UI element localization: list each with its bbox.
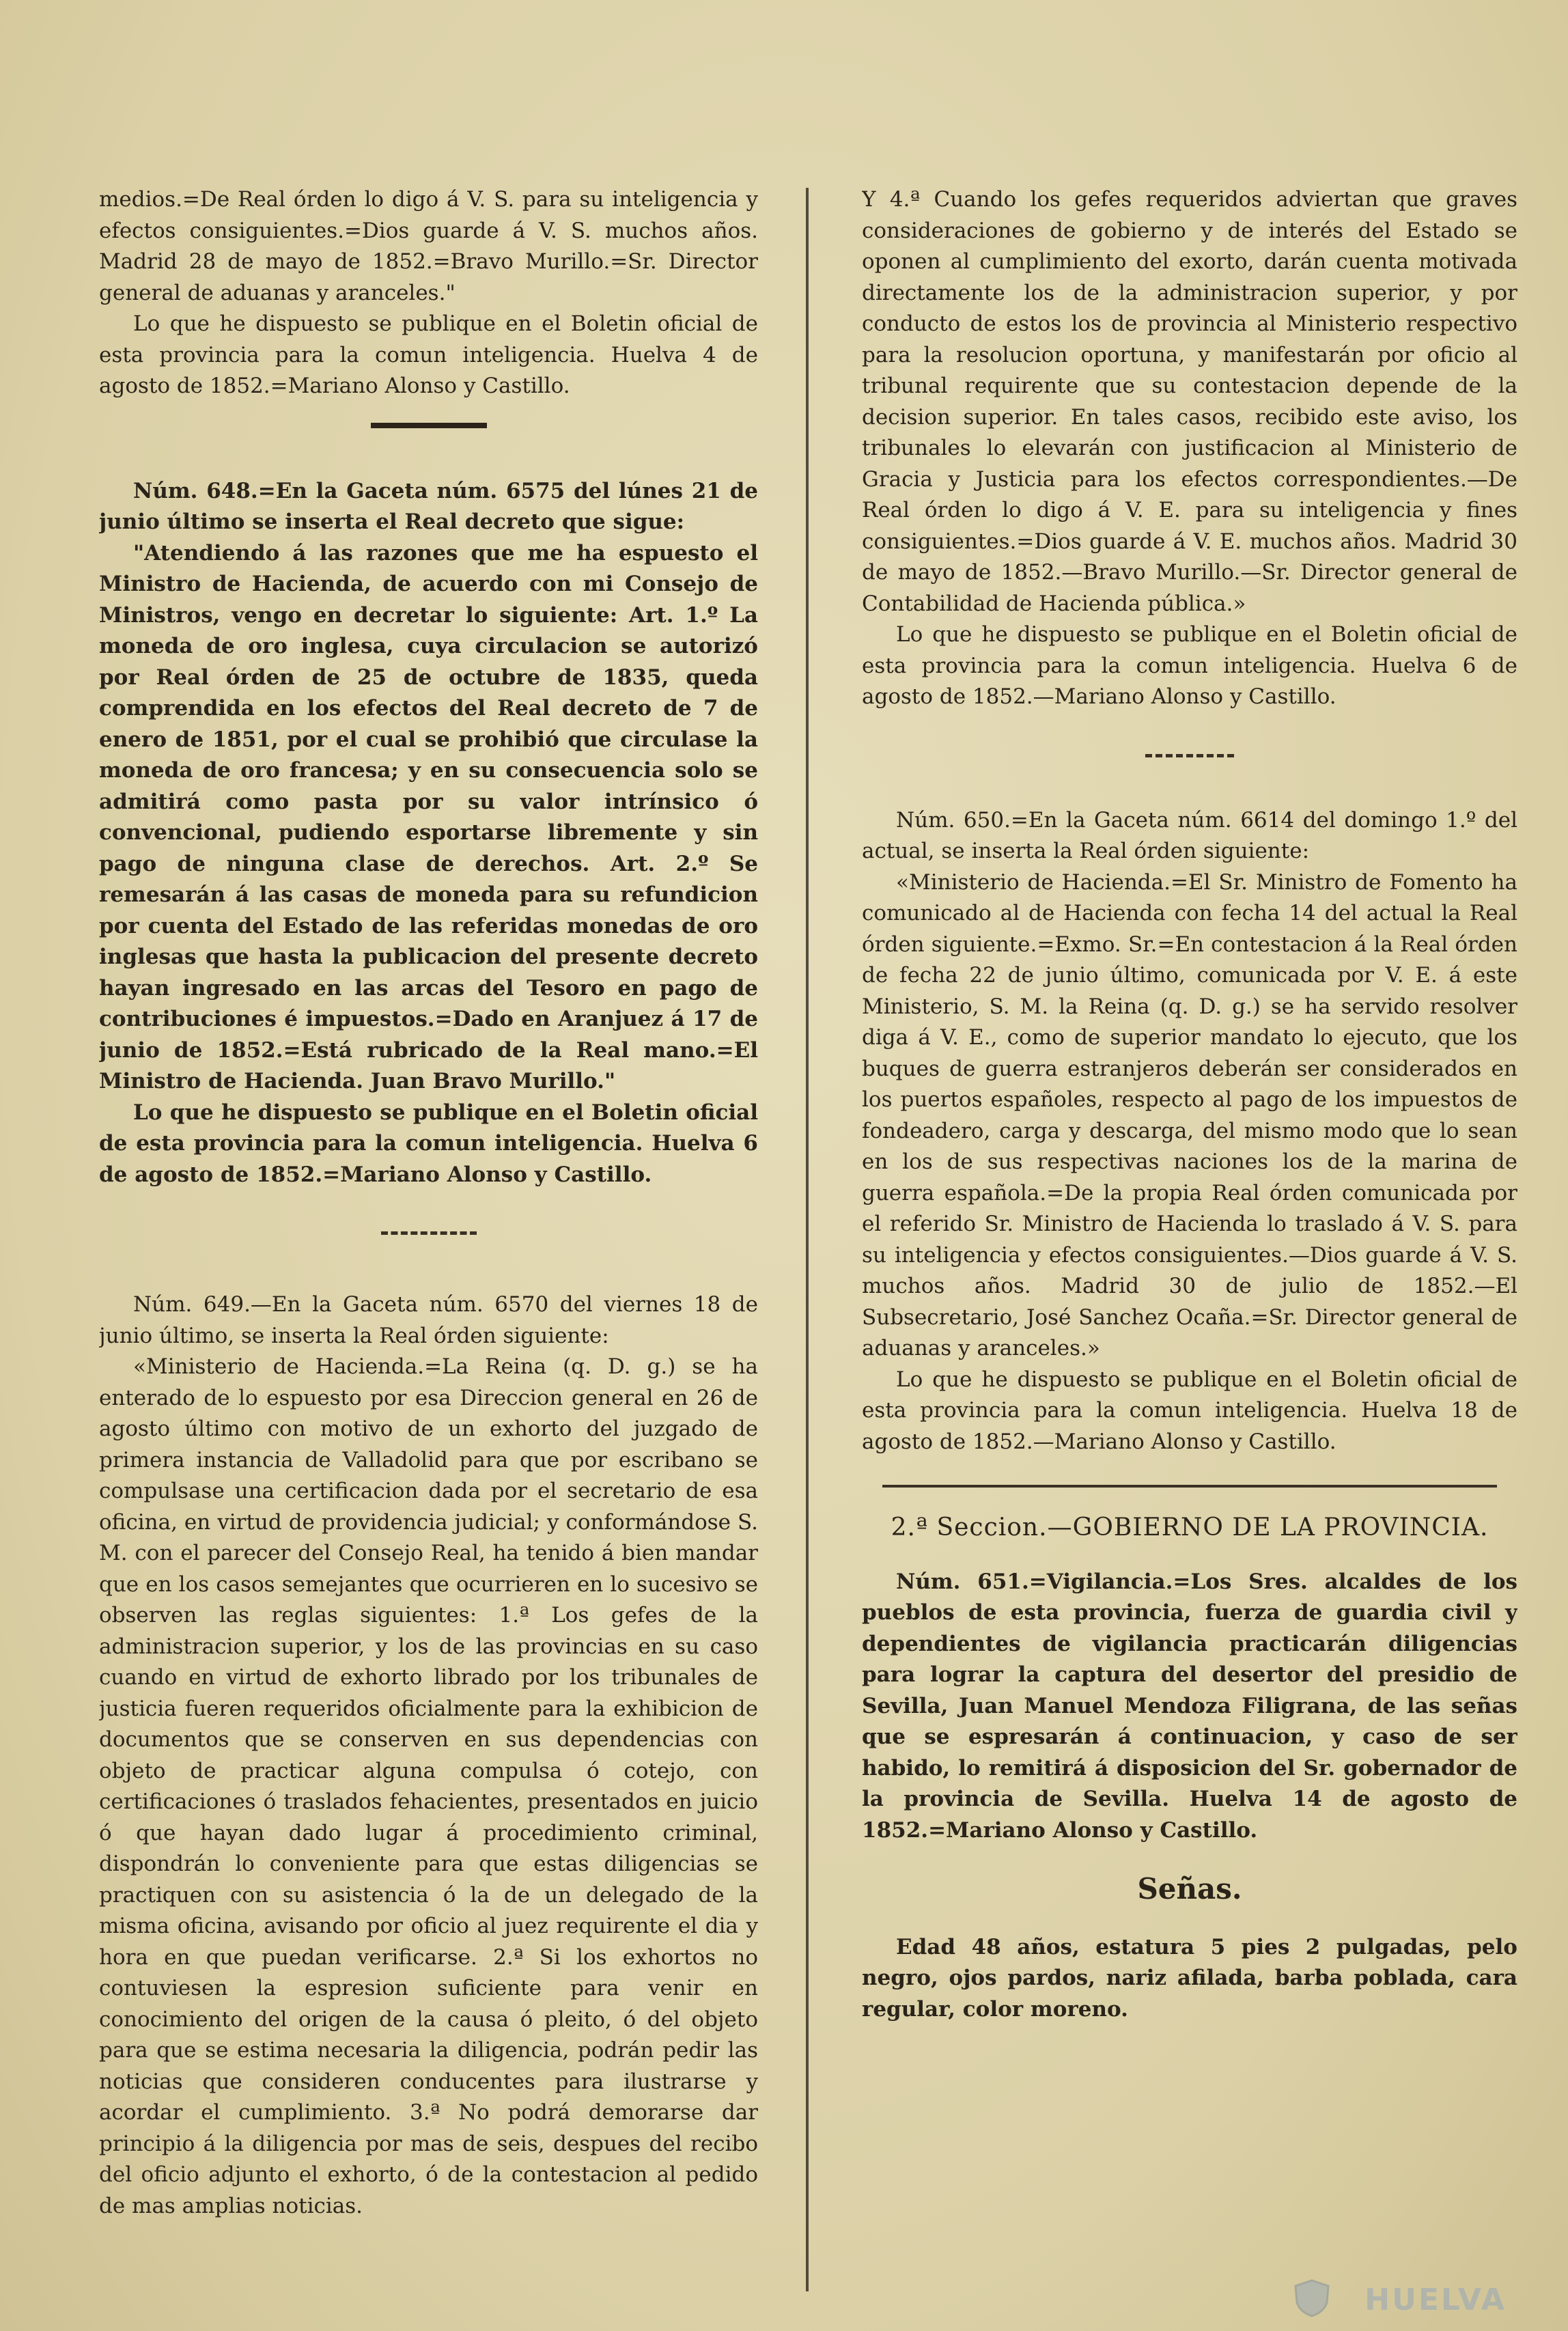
article-650-order: «Ministerio de Hacienda.=El Sr. Ministro de Fomento ha comunicado al de Hacienda con fecha 14 del actual la Real órden siguiente.=Exmo. Sr.=En contestacion á la Real órden de fecha 22 de junio último, comunicada por V. E. á este Ministerio, S. M. la Reina (q. D. g.) se ha servido resolver diga á V. E., como de superior mandato lo ejecuto, que los buques de guerra estranjeros deberán ser considerados en los puertos españoles, respecto al pago de los impuestos de fondeadero, carga y descarga, del mismo modo que lo sean en los de sus respectivas naciones los de la marina de guerra española.=De la propia Real órden comunicada por el referido Sr. Ministro de Hacienda lo traslado á V. S. para su inteligencia y efectos consiguientes.—Dios guarde á V. S. muchos años. Madrid 30 de julio de 1852.—El Subsecretario, José Sanchez Ocaña.=Sr. Director general de aduanas y aranceles.» xyxy=(862,869,1517,1360)
publication-note-649: Lo que he dispuesto se publique en el Boletin oficial de esta provincia para la comun inteligencia. Huelva 6 de agosto de 1852.—Mariano Alonso y Castillo. xyxy=(862,622,1517,709)
senas-heading: Señas. xyxy=(1137,1872,1242,1906)
publication-note-650: Lo que he dispuesto se publique en el Boletin oficial de esta provincia para la comun inteligencia. Huelva 18 de agosto de 1852.—Mariano Alonso y Castillo. xyxy=(862,1367,1517,1454)
senas-description: Edad 48 años, estatura 5 pies 2 pulgadas, pelo negro, ojos pardos, nariz afilada, barba poblada, cara regular, color moreno. xyxy=(862,1934,1517,2022)
archive-watermark: HUELVA xyxy=(1364,2283,1507,2317)
section-heading: 2.ª Seccion.—GOBIERNO DE LA PROVINCIA. xyxy=(891,1513,1489,1541)
right-column xyxy=(862,184,1517,2276)
article-650-heading: Núm. 650.=En la Gaceta núm. 6614 del domingo 1.º del actual, se inserta la Real órden siguiente: xyxy=(862,807,1517,863)
article-651-vigilancia: Núm. 651.=Vigilancia.=Los Sres. alcaldes de los pueblos de esta provincia, fuerza de guardia civil y dependientes de vigilancia practicarán diligencias para lograr la captura del desertor del presidio de Sevilla, Juan Manuel Mendoza Filigrana, de las señas que se espresarán á continuacion, y caso de ser habido, lo remitirá á disposicion del Sr. gobernador de la provincia de Sevilla. Huelva 14 de agosto de 1852.=Mariano Alonso y Castillo. xyxy=(862,1569,1517,1843)
article-648-decree: "Atendiendo á las razones que me ha espuesto el Ministro de Hacienda, de acuerdo con mi Consejo de Ministros, vengo en decretar lo siguiente: Art. 1.º La moneda de oro inglesa, cuya circulacion se autorizó por Real órden de 25 de octubre de 1835, queda comprendida en los efectos del Real decreto de 7 de enero de 1851, por el cual se prohibió que circulase la moneda de oro francesa; y en su consecuencia solo se admitirá como pasta por su valor intrínsico ó convencional, pudiendo esportarse libremente y sin pago de ninguna clase de derechos. Art. 2.º Se remesarán á las casas de moneda para su refundicion por cuenta del Estado de las referidas monedas de oro inglesas que hasta la publicacion del presente decreto hayan ingresado en las arcas del Tesoro en pago de contribuciones é impuestos.=Dado en Aranjuez á 17 de junio de 1852.=Está rubricado de la Real mano.=El Ministro de Hacienda. Juan Bravo Murillo." xyxy=(99,540,758,1093)
publication-note-647: Lo que he dispuesto se publique en el Boletin oficial de esta provincia para la comun inteligencia. Huelva 4 de agosto de 1852.=Mariano Alonso y Castillo. xyxy=(99,311,758,398)
article-647-end: medios.=De Real órden lo digo á V. S. para su inteligencia y efectos consiguientes.=Dios guarde á V. S. muchos años. Madrid 28 de mayo de 1852.=Bravo Murillo.=Sr. Director general de aduanas y aranceles." xyxy=(99,187,758,305)
shield-icon xyxy=(1291,2278,1332,2319)
article-649-rule-4: Y 4.ª Cuando los gefes requeridos adviertan que graves consideraciones de gobierno y de interés del Estado se oponen al cumplimiento del exorto, darán cuenta motivada directamente los de la administracion superior, y por conducto de estos los de provincia al Ministerio respectivo para la resolucion oportuna, y manifestarán por oficio al tribunal requirente que su contestacion depende de la decision superior. En tales casos, recibido este aviso, los tribunales lo elevarán con justificacion al Ministerio de Gracia y Justicia para los efectos correspondientes.—De Real órden lo digo á V. E. para su inteligencia y fines consiguientes.=Dios guarde á V. E. muchos años. Madrid 30 de mayo de 1852.—Bravo Murillo.—Sr. Director general de Contabilidad de Hacienda pública.» xyxy=(862,187,1517,616)
column-rule xyxy=(806,188,809,2291)
article-648-heading: Núm. 648.=En la Gaceta núm. 6575 del lúnes 21 de junio último se inserta el Real decreto que sigue: xyxy=(99,478,758,534)
article-649-heading: Núm. 649.—En la Gaceta núm. 6570 del viernes 18 de junio último, se inserta la Real órden siguiente: xyxy=(99,1292,758,1348)
article-divider xyxy=(1145,754,1234,757)
left-column xyxy=(99,184,758,2276)
section-rule xyxy=(882,1485,1497,1488)
article-divider xyxy=(381,1231,477,1235)
section-divider xyxy=(371,423,487,428)
article-649-order: «Ministerio de Hacienda.=La Reina (q. D. g.) se ha enterado de lo espuesto por esa Direccion general en 26 de agosto último con motivo de un exhorto del juzgado de primera instancia de Valladolid para que por escribano se compulsase una certificacion dada por el secretario de esa oficina, en virtud de providencia judicial; y conformándose S. M. con el parecer del Consejo Real, ha tenido á bien mandar que en los casos semejantes que ocurrieren en lo sucesivo se observen las reglas siguientes: 1.ª Los gefes de la administracion superior, y los de las provincias en su caso cuando en virtud de exhorto librado por los tribunales de justicia fueren requeridos oficialmente para la exhibicion de documentos que se conserven en sus dependencias con objeto de practicar alguna compulsa ó cotejo, con certificaciones ó traslados fehacientes, presentados en juicio ó que hayan dado lugar á procedimiento criminal, dispondrán lo conveniente para que estas diligencias se practiquen con su asistencia ó la de un delegado de la misma oficina, avisando por oficio al juez requirente el dia y hora en que puedan verificarse. 2.ª Si los exhortos no contuviesen la espresion suficiente para venir en conocimiento del origen de la causa ó pleito, ó del objeto para que se estima necesaria la diligencia, podrán pedir las noticias que consideren conducentes para ilustrarse y acordar el cumplimiento. 3.ª No podrá demorarse dar principio á la diligencia por mas de seis, despues del recibo del oficio adjunto el exhorto, ó de la contestacion al pedido de mas amplias noticias. xyxy=(99,1354,758,2218)
publication-note-648: Lo que he dispuesto se publique en el Boletin oficial de esta provincia para la comun inteligencia. Huelva 6 de agosto de 1852.=Mariano Alonso y Castillo. xyxy=(99,1100,758,1187)
